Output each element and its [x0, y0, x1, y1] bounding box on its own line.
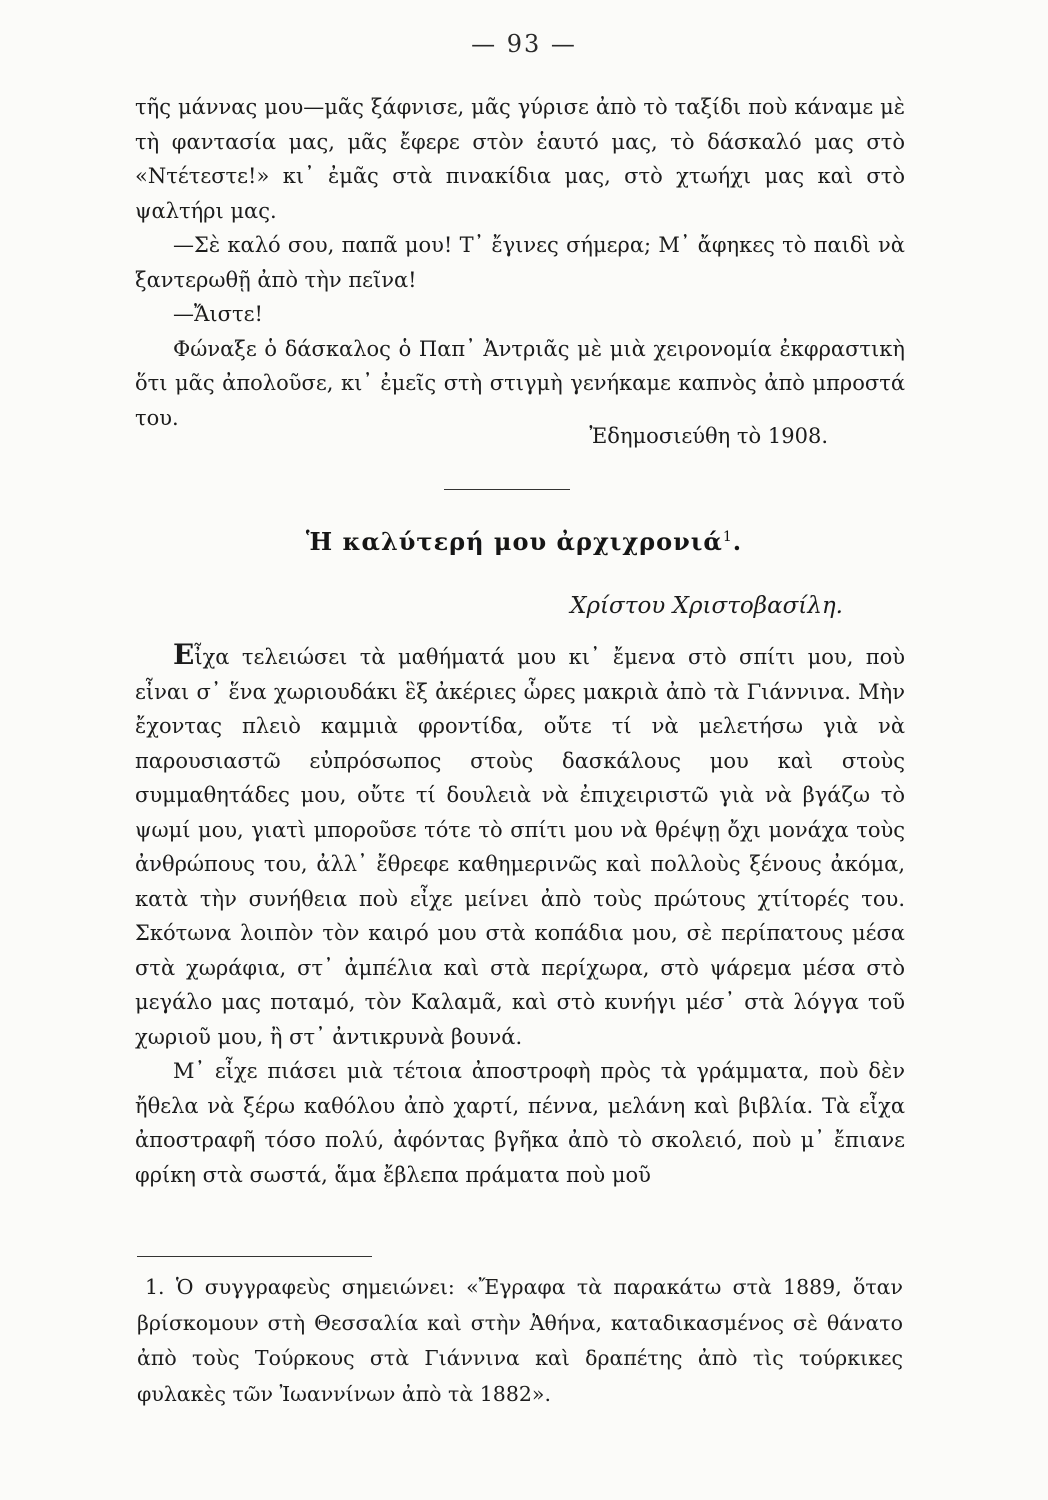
footnote-text: 1. Ὁ συγγραφεὺς σημειώνει: «Ἔγραφα τὰ παρακάτω στὰ 1889, ὅταν βρίσκομουν στὴ Θεσσαλία καὶ στὴν Ἀθήνα, καταδικασμένος σὲ θάνατο ἀπὸ τοὺς Τούρκους στὰ Γιάννινα καὶ δραπέτης ἀπὸ τὶς τούρκικες φυλακὲς τῶν Ἰωαννίνων ἀπὸ τὰ 1882». — [137, 1275, 903, 1406]
footnote-rule — [137, 1256, 372, 1257]
title-period: . — [732, 527, 743, 556]
story-title — [0, 527, 1048, 556]
footnote-marker: 1 — [722, 529, 733, 545]
publication-note: Ἐδημοσιεύθη τὸ 1908. — [589, 424, 828, 448]
previous-story-ending — [135, 90, 905, 435]
paragraph: Μ᾽ εἶχε πιάσει μιὰ τέτοια ἀποστροφὴ πρὸς τὰ γράμματα, ποὺ δὲν ἤθελα νὰ ξέρω καθόλου ἀπὸ χαρτί, πέννα, μελάνη καὶ βιβλία. Τὰ εἶχα ἀποστραφῆ τόσο πολύ, ἀφόντας βγῆκα ἀπὸ τὸ σκολειό, ποὺ μ᾽ ἔπιανε φρίκη στὰ σωστά, ἅμα ἔβλεπα πράματα ποὺ μοῦ — [135, 1059, 905, 1187]
dialogue-line: —Ἄιστε! — [173, 302, 263, 326]
dialogue-line: —Σὲ καλό σου, παπᾶ μου! Τ᾽ ἔγινες σήμερα; Μ᾽ ἄφηκες τὸ παιδὶ νὰ ξαντερωθῇ ἀπὸ τὴν πεῖνα! — [135, 233, 905, 292]
section-divider — [444, 489, 570, 490]
story-body — [135, 638, 905, 1192]
page-number: — 93 — — [471, 30, 577, 58]
paragraph: Φώναξε ὁ δάσκαλος ὁ Παπ᾽ Ἀντριᾶς μὲ μιὰ χειρονομία ἐκφραστικὴ ὅτι μᾶς ἀπολοῦσε, κι᾽ ἐμεῖς στὴ στιγμὴ γενήκαμε καπνὸς ἀπὸ μπροστά του. — [135, 336, 905, 430]
drop-letter: Ε — [173, 638, 195, 671]
story-title-text: Ἡ καλύτερή μου ἀρχιχρονιά — [305, 527, 723, 556]
paragraph — [135, 638, 905, 1054]
footnote — [137, 1270, 903, 1412]
story-author: Χρίστου Χριστοβασίλη. — [570, 593, 843, 619]
paragraph-text: ἶχα τελειώσει τὰ μαθήματά μου κι᾽ ἔμενα στὸ σπίτι μου, ποὺ εἶναι σ᾽ ἕνα χωριουδάκι ἓξ ἀκέριες ὧρες μακριὰ ἀπὸ τὰ Γιάννινα. Μὴν ἔχοντας πλειὸ καμμιὰ φροντίδα, οὔτε τί νὰ μελετήσω γιὰ νὰ παρουσιαστῶ εὐπρόσωπος στοὺς δασκάλους μου καὶ στοὺς συμμαθητάδες μου, οὔτε τί δουλειὰ νὰ ἐπιχειριστῶ γιὰ νὰ βγάζω τὸ ψωμί μου, γιατὶ μποροῦσε τότε τὸ σπίτι μου νὰ θρέψῃ ὄχι μονάχα τοὺς ἀνθρώπους του, ἀλλ᾽ ἔθρεφε καθημερινῶς καὶ πολλοὺς ξένους ἀκόμα, κατὰ τὴν συνήθεια ποὺ εἶχε μείνει ἀπὸ τοὺς πρώτους χτίτορές του. Σκότωνα λοιπὸν τὸν καιρό μου στὰ κοπάδια μου, σὲ περίπατους μέσα στὰ χωράφια, στ᾽ ἀμπέλια καὶ στὰ περίχωρα, στὸ ψάρεμα μέσα στὸ μεγάλο μας ποταμό, τὸν Καλαμᾶ, καὶ στὸ κυνήγι μέσ᾽ στὰ λόγγα τοῦ χωριοῦ μου, ἢ στ᾽ ἀντικρυνὰ βουνά. — [135, 645, 905, 1049]
paragraph: τῆς μάννας μου—μᾶς ξάφνισε, μᾶς γύρισε ἀπὸ τὸ ταξίδι ποὺ κάναμε μὲ τὴ φαντασία μας, μᾶς ἔφερε στὸν ἑαυτό μας, τὸ δάσκαλό μας στὸ «Ντέτεστε!» κι᾽ ἐμᾶς στὰ πινακίδια μας, στὸ χτωήχι μας καὶ στὸ ψαλτήρι μας. — [135, 95, 905, 223]
